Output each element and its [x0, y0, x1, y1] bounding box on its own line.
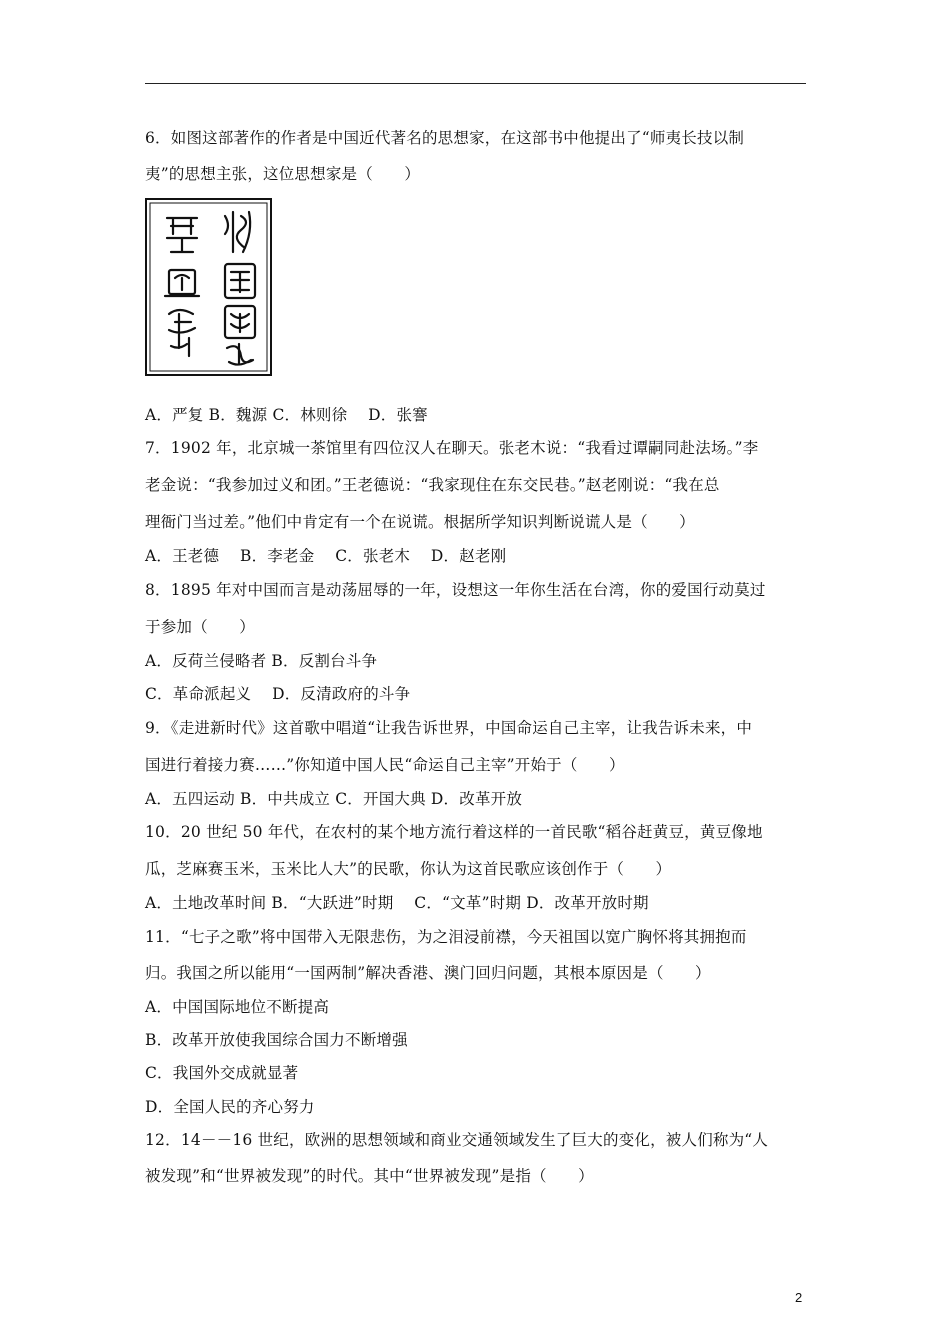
q10-stem-line-2: 瓜，芝麻赛玉米，玉米比人大”的民歌，你认为这首民歌应该创作于（ ） [145, 860, 672, 878]
q11-stem-line-2: 归。我国之所以能用“一国两制”解决香港、澳门回归问题，其根本原因是（ ） [145, 964, 711, 982]
q6-stem-line-1: 6．如图这部著作的作者是中国近代著名的思想家，在这部书中他提出了“师夷长技以制 [145, 129, 745, 147]
q6-options: A．严复 B．魏源 C．林则徐 D．张謇 [145, 406, 428, 424]
q11-option-b: B．改革开放使我国综合国力不断增强 [145, 1031, 408, 1049]
q9-stem-line-1: 9．《走进新时代》这首歌中唱道“让我告诉世界，中国命运自己主宰，让我告诉未来，中 [145, 719, 753, 737]
q11-option-a: A．中国国际地位不断提高 [145, 998, 330, 1016]
q11-stem-line-1: 11．“七子之歌”将中国带入无限悲伤，为之泪浸前襟，今天祖国以宽广胸怀将其拥抱而 [145, 928, 747, 946]
q7-stem-line-3: 理衙门当过差。”他们中肯定有一个在说谎。根据所学知识判断说谎人是（ ） [145, 513, 695, 531]
q8-options-row-2: C．革命派起义 D．反清政府的斗争 [145, 685, 411, 703]
header-rule [145, 83, 806, 84]
q12-stem-line-1: 12．14－－16 世纪，欧洲的思想领域和商业交通领域发生了巨大的变化，被人们称为“人 [145, 1131, 769, 1149]
q7-stem-line-2: 老金说：“我参加过义和团。”王老德说：“我家现住在东交民巷。”赵老刚说：“我在总 [145, 476, 720, 494]
q11-option-d: D．全国人民的齐心努力 [145, 1098, 315, 1116]
q8-stem-line-1: 8．1895 年对中国而言是动荡屈辱的一年，设想这一年你生活在台湾，你的爱国行动莫过 [145, 581, 766, 599]
page-number: 2 [795, 1290, 803, 1305]
q8-options-row-1: A．反荷兰侵略者 B．反割台斗争 [145, 652, 378, 670]
q9-options: A．五四运动 B．中共成立 C．开国大典 D．改革开放 [145, 790, 523, 808]
q10-options: A．土地改革时间 B．“大跃进”时期 C．“文革”时期 D．改革开放时期 [145, 894, 649, 912]
q7-stem-line-1: 7．1902 年，北京城一茶馆里有四位汉人在聊天。张老木说：“我看过谭嗣同赴法场。”李 [145, 439, 759, 457]
q12-stem-line-2: 被发现”和“世界被发现”的时代。其中“世界被发现”是指（ ） [145, 1167, 594, 1185]
book-title-seal-image [145, 198, 272, 376]
q9-stem-line-2: 国进行着接力赛……”你知道中国人民“命运自己主宰”开始于（ ） [145, 756, 625, 774]
q11-option-c: C．我国外交成就显著 [145, 1064, 299, 1082]
q10-stem-line-1: 10．20 世纪 50 年代，在农村的某个地方流行着这样的一首民歌“稻谷赶黄豆，黄豆像地 [145, 823, 763, 841]
q7-options: A．王老德 B．李老金 C．张老木 D．赵老刚 [145, 547, 507, 565]
q8-stem-line-2: 于参加（ ） [145, 618, 255, 636]
q6-stem-line-2: 夷”的思想主张，这位思想家是（ ） [145, 165, 421, 183]
